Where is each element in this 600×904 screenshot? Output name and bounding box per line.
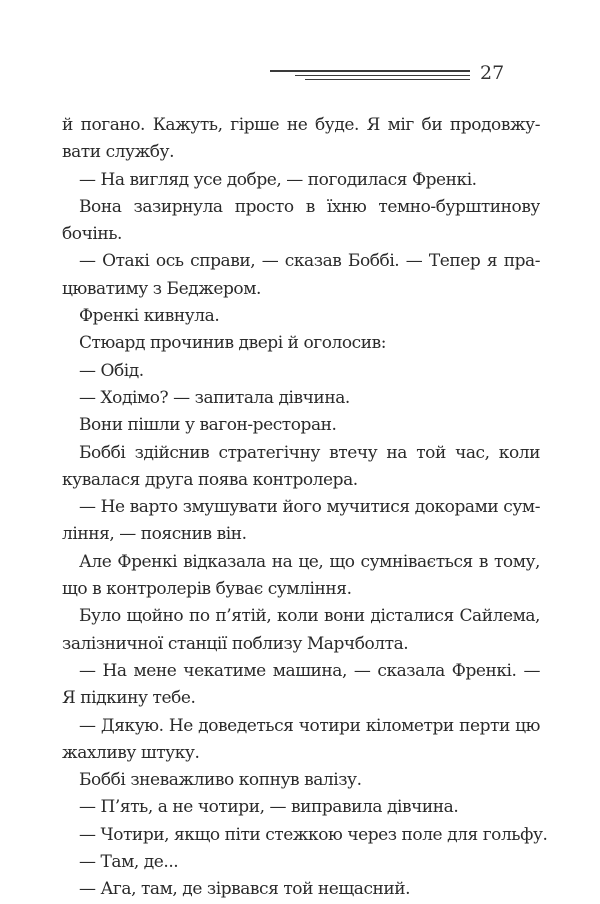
text-line: — На мене чекатиме машина, — сказала Френкі. — bbox=[79, 660, 540, 681]
header-decorative-rule bbox=[270, 68, 470, 82]
text-line: Боббі здійснив стратегічну втечу на той час, коли bbox=[79, 442, 540, 463]
text-line: й погано. Кажуть, гірше не буде. Я міг би продовжу- bbox=[62, 115, 540, 135]
text-line: ління, — пояснив він. bbox=[62, 524, 247, 545]
text-line: Вони пішли у вагон-ресторан. bbox=[79, 415, 337, 436]
text-line: — Обід. bbox=[79, 360, 144, 381]
text-line: — Отакі ось справи, — сказав Боббі. — Тепер я пра- bbox=[79, 251, 540, 272]
text-line: бочінь. bbox=[62, 224, 122, 245]
page-number: 27 bbox=[480, 62, 505, 84]
text-line: — Чотири, якщо піти стежкою через поле для гольфу. bbox=[79, 824, 548, 845]
text-line: — На вигляд усе добре, — погодилася Френкі. bbox=[79, 169, 477, 190]
text-line: кувалася друга поява контролера. bbox=[62, 469, 358, 490]
text-line: Вона зазирнула просто в їхню темно-бурштинову bbox=[79, 196, 540, 217]
text-line: — Не варто змушувати його мучитися докорами сум- bbox=[79, 497, 540, 518]
text-line: — Ходімо? — запитала дівчина. bbox=[79, 387, 350, 408]
text-line: — П’ять, а не чотири, — виправила дівчина. bbox=[79, 797, 459, 818]
text-line: що в контролерів буває сумління. bbox=[62, 579, 352, 600]
header-rule-line bbox=[295, 75, 470, 76]
header-rule-line bbox=[270, 70, 470, 72]
text-line: вати службу. bbox=[62, 142, 175, 163]
text-line: Боббі зневажливо копнув валізу. bbox=[79, 770, 362, 791]
text-line: Я підкину тебе. bbox=[62, 688, 196, 709]
text-line: Френкі кивнула. bbox=[79, 306, 220, 327]
body-text bbox=[62, 112, 548, 904]
text-line: Було щойно по п’ятій, коли вони дісталися Сайлема, bbox=[79, 606, 540, 627]
text-line: цюватиму з Беджером. bbox=[62, 278, 261, 299]
text-line: Але Френкі відказала на це, що сумнівається в тому, bbox=[79, 551, 540, 572]
text-line: — Дякую. Не доведеться чотири кілометри перти цю bbox=[79, 715, 540, 736]
header-rule-line bbox=[305, 79, 470, 80]
text-line: — Ага, там, де зірвався той нещасний. bbox=[79, 879, 411, 900]
text-line: залізничної станції поблизу Марчболта. bbox=[62, 633, 409, 654]
text-line: — Там, де... bbox=[79, 852, 179, 873]
text-line: жахливу штуку. bbox=[62, 742, 200, 763]
text-line: Стюард прочинив двері й оголосив: bbox=[79, 333, 387, 354]
